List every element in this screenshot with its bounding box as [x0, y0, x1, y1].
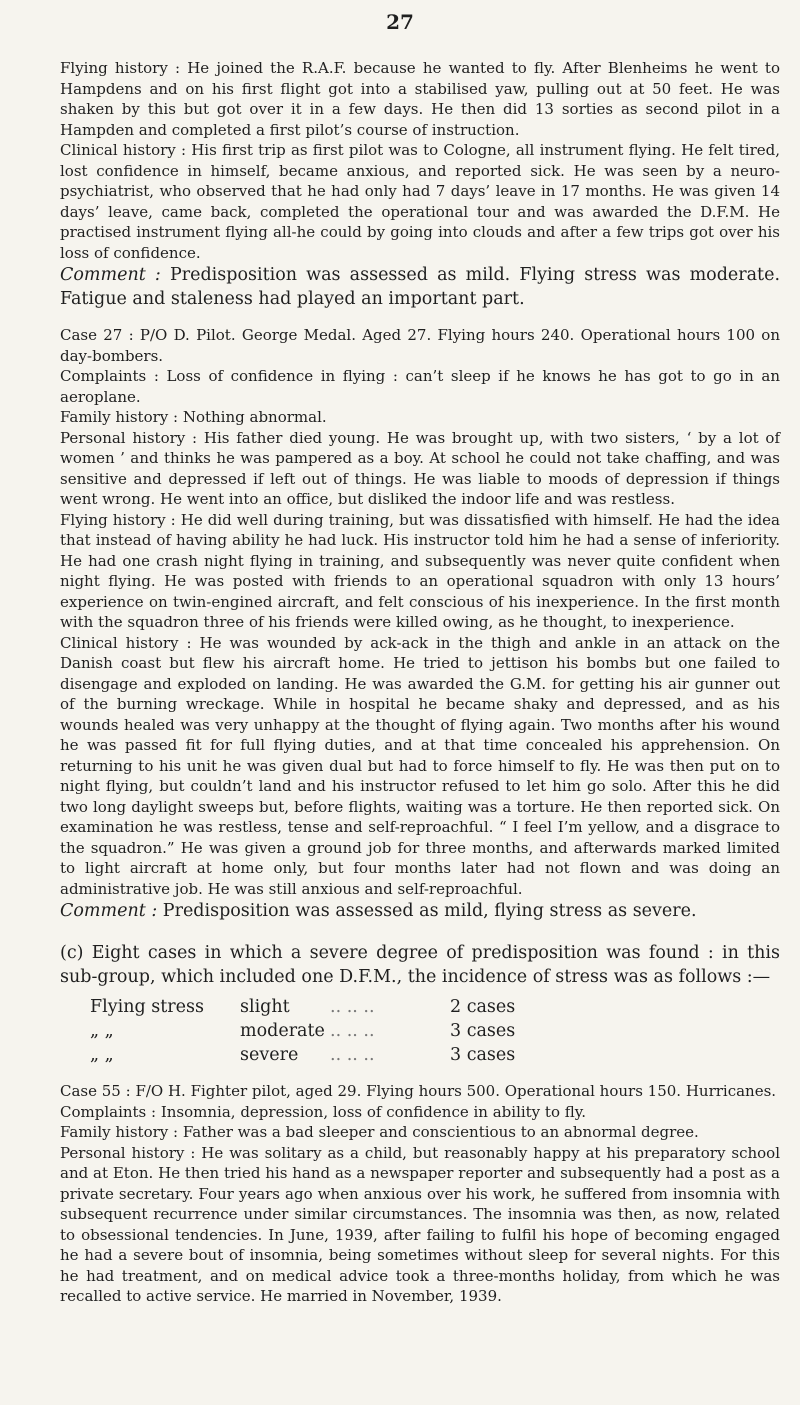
- leader-dots: .. .. ..: [330, 1021, 375, 1041]
- case-55-personal-history: Personal history : He was solitary as a child, but reasonably happy at his preparatory school and at Eton. He then tried his hand as a newspaper reporter and subsequently had a post as a private secretary. Four years ago when anxious over his work, he suffered from insomnia with subsequent recurrence under similar circumstances. The insomnia was then, as now, related to obsessional tendencies. In June, 1939, after failing to fulfil his hope of becoming engaged he had a severe bout of insomnia, being sometimes without sleep for several nights. For this he had treatment, and on medical advice took a three-months holiday, from which he was recalled to active service. He married in November, 1939.: [60, 1143, 780, 1305]
- stress-label: „ „: [90, 1021, 114, 1041]
- case-27-header: Case 27 : P/O D. Pilot. George Medal. Aged 27. Flying hours 240. Operational hours 100 on day-bombers.: [60, 326, 780, 365]
- stress-row-slight: [90, 995, 780, 1019]
- case-27-block: [60, 325, 780, 923]
- case-27-clinical-history: Clinical history : He was wounded by ack-ack in the thigh and ankle in an attack on the Danish coast but flew his aircraft home. He tried to jettison his bombs but one failed to disengage and exploded on landing. He was awarded the G.M. for getting his air gunner out of the burning wreckage. While in hospital he became shaky and depressed, and as his wounds healed was very unhappy at the thought of flying again. Two months after his wound he was passed fit for full flying duties, and at that time concealed his apprehension. On returning to his unit he was given dual but had to force himself to fly. He was then put on to night flying, but couldn’t land and his instructor refused to let him go solo. After this he did two long daylight sweeps but, before flights, waiting was a torture. He then reported sick. On examination he was restless, tense and self-reproachful. “ I feel I’m yellow, and a disgrace to the squadron.” He was given a ground job for three months, and afterwards marked limited to light aircraft at home only, but four months later had not flown and was doing an administrative job. He was still anxious and self-reproachful.: [60, 633, 780, 898]
- stress-row-moderate: [90, 1019, 780, 1043]
- case-55-family-history: Family history : Father was a bad sleeper and conscientious to an abnormal degree.: [60, 1123, 699, 1141]
- stress-degree: slight: [240, 997, 290, 1017]
- leader-dots: .. .. ..: [330, 997, 375, 1017]
- comment-label: Comment :: [60, 265, 161, 285]
- stress-row-severe: [90, 1043, 780, 1067]
- comment-text: Predisposition was assessed as mild. Flying stress was moderate. Fatigue and staleness had played an important part.: [60, 265, 781, 309]
- case-27-family-history: Family history : Nothing abnormal.: [60, 408, 327, 426]
- leader-dots: .. .. ..: [330, 1045, 375, 1065]
- case-55-complaints: Complaints : Insomnia, depression, loss of confidence in ability to fly.: [60, 1102, 587, 1121]
- section-c-intro: (c) Eight cases in which a severe degree of predisposition was found : in this sub-group, which included one D.F.M., the incidence of stress was as follows :—: [60, 943, 780, 987]
- page-number: 27: [386, 10, 414, 34]
- stress-degree: severe: [240, 1045, 299, 1065]
- case-27-complaints: Complaints : Loss of confidence in flying : can’t sleep if he knows he has got to go in an aeroplane.: [60, 367, 780, 406]
- case-27-personal-history: Personal history : His father died young. He was brought up, with two sisters, ‘ by a lot of women ’ and thinks he was pampered as a boy. At school he could not take chaffing, and was sensitive and depressed if left out of things. He was liable to moods of depression if things went wrong. He went into an office, but disliked the indoor life and was restless.: [60, 428, 780, 508]
- comment-text: Predisposition was assessed as mild, flying stress as severe.: [157, 901, 697, 921]
- case-55-header: Case 55 : F/O H. Fighter pilot, aged 29. Flying hours 500. Operational hours 150. Hurricanes.: [60, 1082, 777, 1100]
- stress-label: „ „: [90, 1045, 114, 1065]
- stress-degree: moderate: [240, 1021, 325, 1041]
- comment-label: Comment :: [60, 901, 158, 921]
- case-count: 3 cases: [450, 1045, 516, 1065]
- case-count: 2 cases: [450, 997, 516, 1017]
- flying-history-paragraph: Flying history : He joined the R.A.F. because he wanted to fly. After Blenheims he went to Hampdens and on his first flight got into a stabilised yaw, pulling out at 50 feet. He was shaken by this but got over it in a few days. He then did 13 sorties as second pilot in a Hampden and completed a first pilot’s course of instruction.: [60, 59, 780, 139]
- case-27-flying-history: Flying history : He did well during training, but was dissatisfied with himself. He had the idea that instead of having ability he had luck. His instructor told him he had a sense of inferiority. He had one crash night flying in training, and subsequently was never quite confident when night flying. He was posted with friends to an operational squadron with only 13 hours’ experience on twin-engined aircraft, and felt conscious of his inexperience. In the first month with the squadron three of his friends were killed owing, as he thought, to inexperience.: [60, 510, 780, 631]
- case-count: 3 cases: [450, 1021, 516, 1041]
- stress-table: [90, 995, 780, 1067]
- case-55-block: [60, 1081, 780, 1307]
- page-content: [60, 58, 780, 1307]
- comment-paragraph: [60, 263, 780, 311]
- clinical-history-paragraph: Clinical history : His first trip as first pilot was to Cologne, all instrument flying. He felt tired, lost confidence in himself, became anxious, and reported sick. He was seen by a neuro-psychiatrist, who observed that he had only had 7 days’ leave in 17 months. He was given 14 days’ leave, came back, completed the operational tour and was awarded the D.F.M. He practised instrument flying all-he could by going into clouds and after a few trips got over his loss of confidence.: [60, 141, 780, 262]
- stress-label: Flying stress: [90, 997, 204, 1017]
- case-27-comment: [60, 899, 780, 923]
